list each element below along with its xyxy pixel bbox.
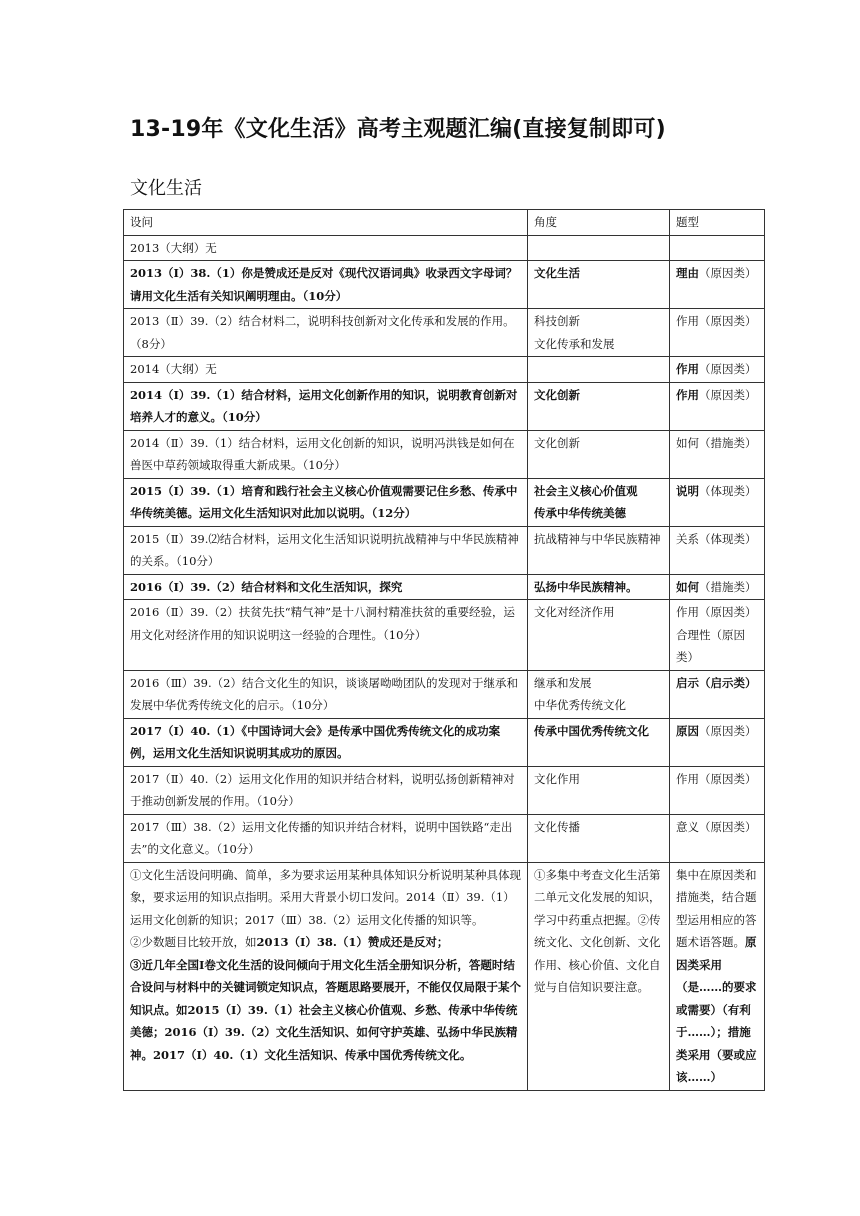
type-text: 作用（原因类） <box>676 362 757 376</box>
angle-text: 文化对经济作用 <box>534 605 615 619</box>
angle-text: 文化创新 <box>534 435 580 450</box>
summary-type-terms: 原因类采用（是……的要求或需要）（有利于……）；措施类采用（要或应该……） <box>676 935 757 1084</box>
type-text: 意义（原因类） <box>676 819 757 834</box>
table-row <box>124 526 765 574</box>
angle-cell <box>528 600 670 671</box>
angle-text: 科技创新 <box>534 314 580 328</box>
table-row <box>124 430 765 478</box>
type-text: 说明（体现类） <box>676 483 757 498</box>
summary-point-1: ①文化生活设问明确、简单，多为要求运用某种具体知识分析说明某种具体现象，要求运用的知识点指明。采用大背景小切口发问。2014（Ⅱ）39.（1）运用文化创新的知识；2017（Ⅲ）38.（2）运用文化传播的知识等。 <box>130 867 521 927</box>
question-cell: 2014（大纲）无 <box>124 357 528 383</box>
type-cell <box>670 309 765 357</box>
angle-text: 抗战精神与中华民族精神 <box>534 531 661 546</box>
angle-text: 弘扬中华民族精神。 <box>534 579 638 594</box>
summary-angle-cell: ①多集中考查文化生活第二单元文化发展的知识，学习中药重点把握。②传统文化、文化创新、文化作用、核心价值、文化自觉与自信知识要注意。 <box>528 862 670 1090</box>
angle-text: 文化传承和发展 <box>534 336 615 351</box>
type-text: 合理性（原因类） <box>676 627 745 664</box>
angle-cell <box>528 357 670 383</box>
table-row <box>124 670 765 718</box>
type-cell <box>670 261 765 309</box>
table-row <box>124 766 765 814</box>
type-cell <box>670 600 765 671</box>
summary-question-cell <box>124 862 528 1090</box>
type-cell <box>670 718 765 766</box>
angle-cell <box>528 766 670 814</box>
table-row <box>124 600 765 671</box>
angle-text: 社会主义核心价值观 <box>534 483 638 498</box>
type-cell <box>670 766 765 814</box>
angle-cell <box>528 261 670 309</box>
question-cell: 2014（Ⅱ）39.（1）结合材料，运用文化创新的知识，说明冯洪钱是如何在兽医中草药领域取得重大新成果。（10分） <box>124 430 528 478</box>
type-text: 作用（原因类） <box>676 771 757 786</box>
type-cell <box>670 235 765 261</box>
type-cell <box>670 357 765 383</box>
summary-point-2: ②少数题目比较开放，如 <box>130 935 257 949</box>
type-cell <box>670 382 765 430</box>
type-text: 原因（原因类） <box>676 723 757 738</box>
question-table <box>123 209 765 1091</box>
type-text: 作用（原因类） <box>676 387 757 402</box>
summary-row <box>124 862 765 1090</box>
question-cell: 2017（Ⅱ）40.（2）运用文化作用的知识并结合材料，说明弘扬创新精神对于推动创新发展的作用。（10分） <box>124 766 528 814</box>
summary-type-text: 集中在原因类和措施类，结合题型运用相应的答题术语答题。 <box>676 867 757 949</box>
type-text: 启示（启示类） <box>676 675 757 690</box>
question-cell: 2013（Ⅰ）38.（1）你是赞成还是反对《现代汉语词典》收录西文字母词？请用文化生活有关知识阐明理由。（10分） <box>124 261 528 309</box>
type-cell <box>670 430 765 478</box>
question-cell: 2013（大纲）无 <box>124 235 528 261</box>
question-cell: 2014（Ⅰ）39.（1）结合材料，运用文化创新作用的知识，说明教育创新对培养人才的意义。（10分） <box>124 382 528 430</box>
question-cell: 2017（Ⅲ）38.（2）运用文化传播的知识并结合材料，说明中国铁路“走出去”的文化意义。（10分） <box>124 814 528 862</box>
table-row <box>124 718 765 766</box>
angle-cell <box>528 574 670 600</box>
angle-cell <box>528 430 670 478</box>
table-row <box>124 382 765 430</box>
table-row <box>124 309 765 357</box>
table-row <box>124 574 765 600</box>
angle-cell <box>528 309 670 357</box>
section-heading: 文化生活 <box>130 178 202 199</box>
table-row <box>124 814 765 862</box>
question-cell: 2016（Ⅲ）39.（2）结合文化生的知识，谈谈屠呦呦团队的发现对于继承和发展中华优秀传统文化的启示。（10分） <box>124 670 528 718</box>
question-cell: 2013（Ⅱ）39.（2）结合材料二，说明科技创新对文化传承和发展的作用。（8分） <box>124 309 528 357</box>
header-type: 题型 <box>670 210 765 236</box>
summary-type-cell <box>670 862 765 1090</box>
table-row <box>124 261 765 309</box>
angle-cell <box>528 526 670 574</box>
question-cell: 2015（Ⅱ）39.⑵结合材料，运用文化生活知识说明抗战精神与中华民族精神的关系。（10分） <box>124 526 528 574</box>
type-cell <box>670 814 765 862</box>
angle-text: 传承中国优秀传统文化 <box>534 723 649 738</box>
angle-cell <box>528 814 670 862</box>
angle-text: 继承和发展 <box>534 675 592 690</box>
angle-text: 文化传播 <box>534 819 580 834</box>
header-angle: 角度 <box>528 210 670 236</box>
type-text: 如何（措施类） <box>676 579 757 594</box>
question-cell: 2017（Ⅰ）40.（1）《中国诗词大会》是传承中国优秀传统文化的成功案例，运用文化生活知识说明其成功的原因。 <box>124 718 528 766</box>
angle-cell <box>528 382 670 430</box>
type-cell <box>670 526 765 574</box>
table-header-row <box>124 210 765 236</box>
type-text: 如何（措施类） <box>676 435 757 450</box>
type-text: 理由（原因类） <box>676 266 757 280</box>
header-question: 设问 <box>124 210 528 236</box>
type-text: 关系（体现类） <box>676 531 757 546</box>
angle-cell <box>528 478 670 526</box>
question-cell: 2015（Ⅰ）39.（1）培育和践行社会主义核心价值观需要记住乡愁、传承中华传统美德。运用文化生活知识对此加以说明。（12分） <box>124 478 528 526</box>
angle-text: 传承中华传统美德 <box>534 506 626 520</box>
type-cell <box>670 574 765 600</box>
angle-cell <box>528 670 670 718</box>
summary-point-3: ③近几年全国Ⅰ卷文化生活的设问倾向于用文化生活全册知识分析，答题时结合设问与材料中的关键词锁定知识点，答题思路要展开，不能仅仅局限于某个知识点。如2015（Ⅰ）39.（1）社会主义核心价值观、乡愁、传承中华传统美德；2016（Ⅰ）39.（2）文化生活知识、如何守护英雄、弘扬中华民族精神。2017（Ⅰ）40.（1）文化生活知识、传承中国优秀传统文化。 <box>130 957 521 1062</box>
type-text: 作用（原因类） <box>676 605 757 619</box>
type-cell <box>670 670 765 718</box>
type-text: 作用（原因类） <box>676 314 757 328</box>
table-row <box>124 235 765 261</box>
table-body <box>124 235 765 862</box>
table-row <box>124 357 765 383</box>
angle-cell <box>528 235 670 261</box>
question-cell: 2016（Ⅱ）39.（2）扶贫先扶“精气神”是十八洞村精准扶贫的重要经验，运用文化对经济作用的知识说明这一经验的合理性。（10分） <box>124 600 528 671</box>
summary-point-2-example: 2013（Ⅰ）38.（1）赞成还是反对； <box>256 935 449 949</box>
angle-text: 中华优秀传统文化 <box>534 698 626 712</box>
angle-text: 文化创新 <box>534 387 580 402</box>
type-cell <box>670 478 765 526</box>
page-title: 13-19年《文化生活》高考主观题汇编(直接复制即可) <box>130 117 666 142</box>
question-cell: 2016（Ⅰ）39.（2）结合材料和文化生活知识，探究 <box>124 574 528 600</box>
table-row <box>124 478 765 526</box>
angle-cell <box>528 718 670 766</box>
angle-text: 文化作用 <box>534 771 580 786</box>
angle-text: 文化生活 <box>534 266 580 280</box>
